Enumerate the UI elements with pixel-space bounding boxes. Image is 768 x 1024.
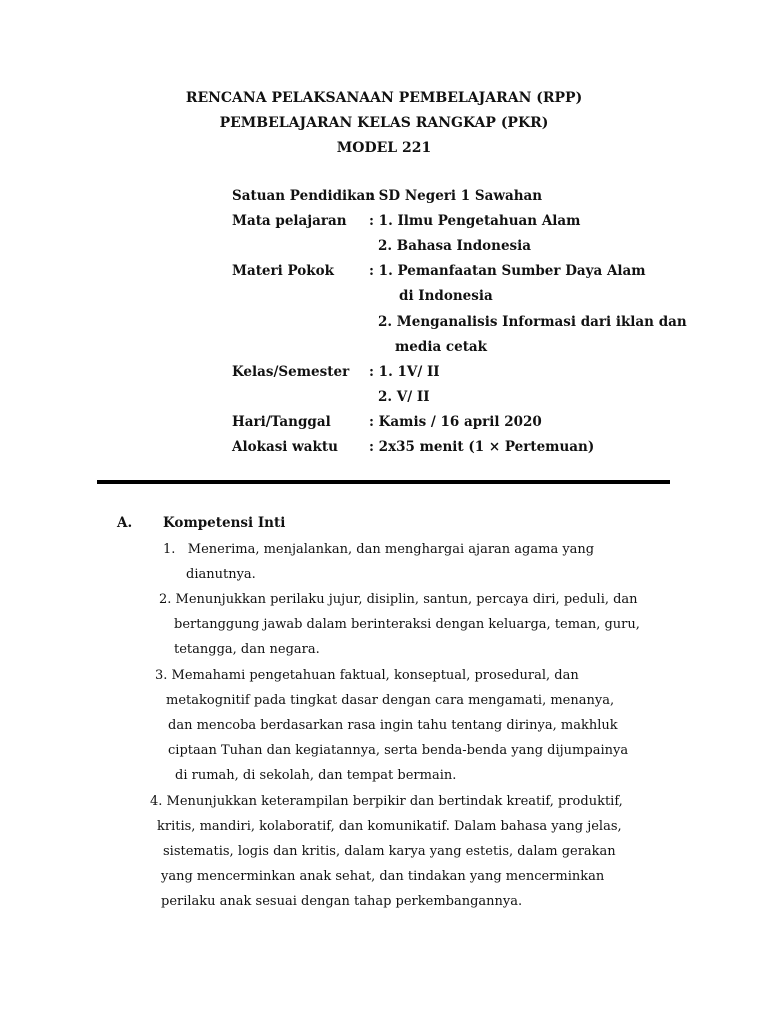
doc-title-line-2: PEMBELAJARAN KELAS RANGKAP (PKR) xyxy=(219,115,549,131)
list-item: 3. Memahami pengetahuan faktual, konseptual, prosedural, dan xyxy=(155,668,579,683)
list-item: dan mencoba berdasarkan rasa ingin tahu tentang dirinya, makhluk xyxy=(168,718,618,733)
kelas-value-2: 2. V/ II xyxy=(378,389,430,405)
mapel-value-2: 2. Bahasa Indonesia xyxy=(378,238,532,254)
list-item: metakognitif pada tingkat dasar dengan cara mengamati, menanya, xyxy=(166,693,615,708)
hari-value: : Kamis / 16 april 2020 xyxy=(369,414,542,430)
doc-title-line-3: MODEL 221 xyxy=(336,140,432,156)
list-item: 1. Menerima, menjalankan, dan menghargai ajaran agama yang xyxy=(163,542,595,557)
kelas-value-1: : 1. 1V/ II xyxy=(369,364,440,380)
list-item: perilaku anak sesuai dengan tahap perkembangannya. xyxy=(161,894,523,909)
list-item: bertanggung jawab dalam berinteraksi dengan keluarga, teman, guru, xyxy=(174,617,640,632)
satuan-label: Satuan Pendidikan xyxy=(232,188,376,204)
section-divider xyxy=(97,480,670,484)
list-item: 2. Menunjukkan perilaku jujur, disiplin, santun, percaya diri, peduli, dan xyxy=(159,592,638,607)
materi-value-2a: 2. Menganalisis Informasi dari iklan dan xyxy=(378,314,687,330)
list-item: di rumah, di sekolah, dan tempat bermain. xyxy=(175,768,457,783)
list-item: sistematis, logis dan kritis, dalam karya yang estetis, dalam gerakan xyxy=(163,844,616,859)
alokasi-value: : 2x35 menit (1 × Pertemuan) xyxy=(369,439,595,455)
satuan-value: : SD Negeri 1 Sawahan xyxy=(369,188,543,204)
section-a-heading: Kompetensi Inti xyxy=(163,515,286,531)
mapel-label: Mata pelajaran xyxy=(232,213,347,229)
list-item: yang mencerminkan anak sehat, dan tindakan yang mencerminkan xyxy=(161,869,605,884)
materi-value-1b: di Indonesia xyxy=(399,288,493,304)
kelas-label: Kelas/Semester xyxy=(232,364,350,380)
list-item: ciptaan Tuhan dan kegiatannya, serta benda-benda yang dijumpainya xyxy=(168,743,629,758)
list-item: dianutnya. xyxy=(186,567,256,582)
list-item: 4. Menunjukkan keterampilan berpikir dan bertindak kreatif, produktif, xyxy=(150,794,623,809)
section-a-letter: A. xyxy=(117,515,133,531)
mapel-value-1: : 1. Ilmu Pengetahuan Alam xyxy=(369,213,581,229)
hari-label: Hari/Tanggal xyxy=(232,414,331,430)
alokasi-label: Alokasi waktu xyxy=(232,439,338,455)
list-item: tetangga, dan negara. xyxy=(174,642,320,657)
list-item: kritis, mandiri, kolaboratif, dan komunikatif. Dalam bahasa yang jelas, xyxy=(157,819,622,834)
doc-title-line-1: RENCANA PELAKSANAAN PEMBELAJARAN (RPP) xyxy=(185,90,583,106)
materi-label: Materi Pokok xyxy=(232,263,334,279)
materi-value-1a: : 1. Pemanfaatan Sumber Daya Alam xyxy=(369,263,646,279)
materi-value-2b: media cetak xyxy=(395,339,488,355)
